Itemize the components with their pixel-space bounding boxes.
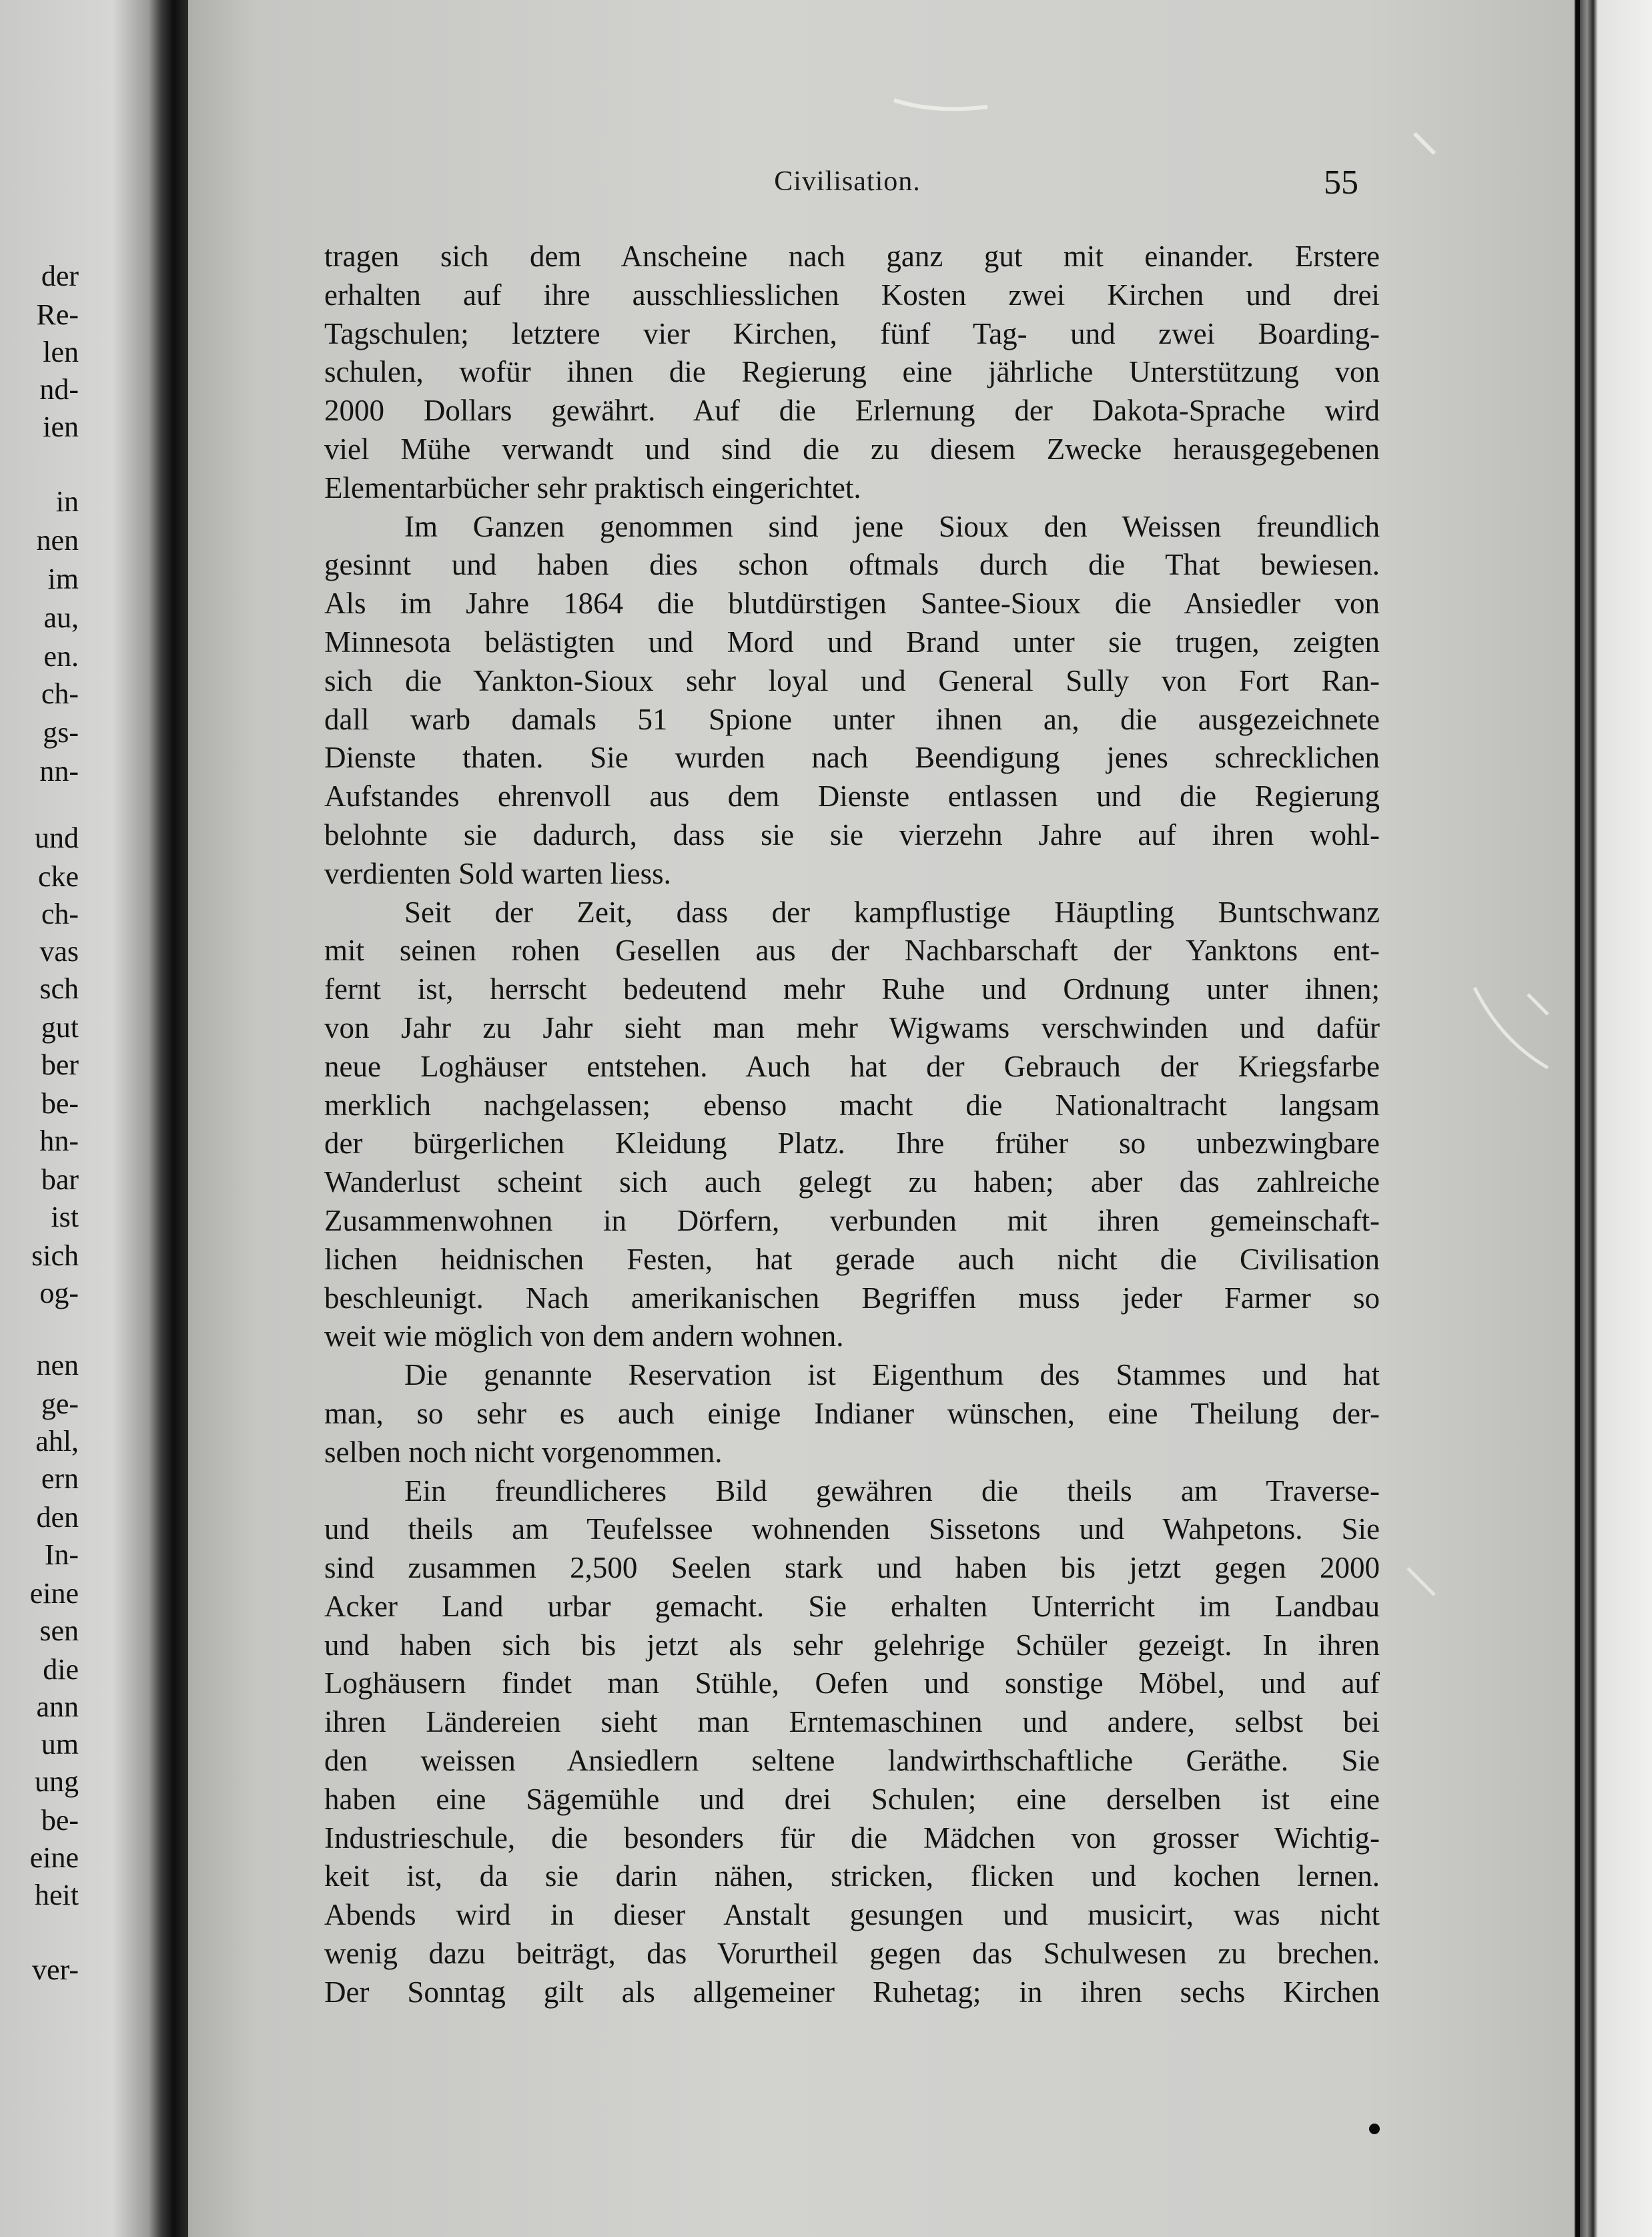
left-page-fragment: Re- (36, 298, 79, 331)
text-line: Minnesota belästigten und Mord und Brand unter sie trugen, zeigten (324, 625, 1380, 659)
left-page-fragment: den (36, 1501, 79, 1534)
text-line: und haben sich bis jetzt als sehr gelehrige Schüler gezeigt. In ihren (324, 1628, 1380, 1662)
left-page-fragment: cke (37, 860, 79, 893)
left-page-fragment: vas (39, 935, 79, 968)
left-page-fragment: ung (35, 1765, 79, 1798)
left-page-fragment: be- (41, 1804, 79, 1837)
text-line: verdienten Sold warten liess. (324, 856, 671, 890)
text-line: dall warb damals 51 Spione unter ihnen an, die ausgezeichnete (324, 702, 1380, 736)
left-page-fragment: ver- (32, 1953, 79, 1986)
text-line: Dienste thaten. Sie wurden nach Beendigung jenes schrecklichen (324, 741, 1380, 775)
text-line: Als im Jahre 1864 die blutdürstigen Santee-Sioux die Ansiedler von (324, 587, 1380, 621)
left-page-fragment: sen (39, 1614, 79, 1647)
left-page-fragment: len (43, 336, 79, 368)
left-page-fragment: nen (36, 524, 79, 557)
left-page-fragment: gut (41, 1011, 79, 1044)
left-page-fragment: eine (29, 1841, 79, 1874)
left-page-fragment: sch (39, 972, 79, 1005)
book-gutter (161, 0, 188, 2237)
left-page-fragment: ann (36, 1690, 79, 1723)
left-page-fragment: eine (29, 1577, 79, 1610)
text-line: den weissen Ansiedlern seltene landwirthschaftliche Geräthe. Sie (324, 1744, 1380, 1778)
left-page-fragment: nn- (39, 755, 79, 787)
left-page-fragment: au, (43, 601, 79, 634)
page-body-text (324, 238, 1380, 2012)
text-line: sind zusammen 2,500 Seelen stark und haben bis jetzt gegen 2000 (324, 1551, 1380, 1585)
text-line: merklich nachgelassen; ebenso macht die Nationaltracht langsam (324, 1088, 1380, 1122)
text-line: Loghäusern findet man Stühle, Oefen und sonstige Möbel, und auf (324, 1666, 1380, 1700)
text-line: wenig dazu beiträgt, das Vorurtheil gegen das Schulwesen zu brechen. (324, 1937, 1380, 1971)
left-page-fragment: sich (31, 1239, 79, 1272)
left-page-fragment: im (47, 563, 79, 595)
left-page-fragment: ber (41, 1048, 79, 1081)
left-page-fragment: ahl, (35, 1425, 79, 1458)
left-page-fragment: nen (36, 1349, 79, 1381)
paragraph-first-line: Die genannte Reservation ist Eigenthum des Stammes und hat (404, 1358, 1380, 1392)
text-line: der bürgerlichen Kleidung Platz. Ihre früher so unbezwingbare (324, 1127, 1380, 1161)
text-line: belohnte sie dadurch, dass sie sie vierzehn Jahre auf ihren wohl- (324, 818, 1380, 852)
left-page-fragment: ch- (41, 898, 79, 930)
left-facing-page (0, 0, 161, 2237)
text-line: Elementarbücher sehr praktisch eingerichtet. (324, 470, 861, 505)
text-line: man, so sehr es auch einige Indianer wünschen, eine Theilung der- (324, 1396, 1380, 1430)
paragraph-first-line: Im Ganzen genommen sind jene Sioux den Weissen freundlich (404, 509, 1380, 543)
text-line: Aufstandes ehrenvoll aus dem Dienste entlassen und die Regierung (324, 779, 1380, 814)
left-page-fragment: der (41, 260, 79, 292)
text-line: Industrieschule, die besonders für die Mädchen von grosser Wichtig- (324, 1821, 1380, 1855)
text-line: fernt ist, herrscht bedeutend mehr Ruhe und Ordnung unter ihnen; (324, 972, 1380, 1006)
text-line: selben noch nicht vorgenommen. (324, 1435, 723, 1469)
page-number: 55 (1324, 164, 1358, 202)
right-page-edge (1575, 0, 1652, 2237)
text-line: Abends wird in dieser Anstalt gesungen und musicirt, was nicht (324, 1898, 1380, 1932)
text-line: 2000 Dollars gewährt. Auf die Erlernung der Dakota-Sprache wird (324, 394, 1380, 428)
text-line: viel Mühe verwandt und sind die zu diesem Zwecke herausgegebenen (324, 432, 1380, 466)
left-page-fragment: und (35, 822, 79, 854)
text-line: lichen heidnischen Festen, hat gerade auch nicht die Civilisation (324, 1242, 1380, 1276)
text-line: ihren Ländereien sieht man Erntemaschinen und andere, selbst bei (324, 1705, 1380, 1739)
left-page-fragment: heit (35, 1879, 79, 1911)
left-page-fragment: bar (41, 1163, 79, 1196)
left-page-fragment: be- (41, 1087, 79, 1120)
left-page-fragment: gs- (43, 716, 79, 749)
left-page-fragment: In- (44, 1538, 79, 1571)
text-line: Acker Land urbar gemacht. Sie erhalten Unterricht im Landbau (324, 1589, 1380, 1623)
left-page-fragment: um (41, 1728, 79, 1761)
text-line: schulen, wofür ihnen die Regierung eine jährliche Unterstützung von (324, 355, 1380, 389)
running-title: Civilisation. (774, 166, 921, 197)
text-line: tragen sich dem Anscheine nach ganz gut mit einander. Erstere (324, 240, 1380, 273)
text-line: beschleunigt. Nach amerikanischen Begriffen muss jeder Farmer so (324, 1281, 1380, 1315)
text-line: von Jahr zu Jahr sieht man mehr Wigwams verschwinden und dafür (324, 1010, 1380, 1044)
left-page-fragment: ern (41, 1462, 79, 1495)
left-page-fragment: ien (43, 410, 79, 443)
paragraph-first-line: Ein freundlicheres Bild gewähren die theils am Traverse- (404, 1474, 1380, 1508)
left-page-fragment: ge- (41, 1387, 79, 1420)
page-edge-shadow (1576, 0, 1580, 2237)
left-page-fragment: in (55, 485, 79, 518)
text-line: haben eine Sägemühle und drei Schulen; eine derselben ist eine (324, 1782, 1380, 1816)
text-line: Der Sonntag gilt als allgemeiner Ruhetag; in ihren sechs Kirchen (324, 1975, 1380, 2009)
text-line: sich die Yankton-Sioux sehr loyal und General Sully von Fort Ran- (324, 663, 1380, 697)
text-line: erhalten auf ihre ausschliesslichen Kosten zwei Kirchen und drei (324, 278, 1380, 312)
text-line: neue Loghäuser entstehen. Auch hat der Gebrauch der Kriegsfarbe (324, 1049, 1380, 1083)
text-line: Wanderlust scheint sich auch gelegt zu haben; aber das zahlreiche (324, 1165, 1380, 1199)
text-line: weit wie möglich von dem andern wohnen. (324, 1319, 844, 1353)
left-page-fragment: hn- (39, 1125, 79, 1157)
left-page-fragment: en. (43, 640, 79, 673)
text-line: mit seinen rohen Gesellen aus der Nachbarschaft der Yanktons ent- (324, 934, 1380, 968)
left-page-fragment: ch- (41, 677, 79, 710)
text-line: Tagschulen; letztere vier Kirchen, fünf Tag- und zwei Boarding- (324, 316, 1380, 350)
text-line: gesinnt und haben dies schon oftmals durch die That bewiesen. (324, 548, 1380, 582)
left-page-fragment: ist (51, 1201, 79, 1233)
paragraph-first-line: Seit der Zeit, dass der kampflustige Häuptling Buntschwanz (404, 895, 1380, 929)
left-page-fragment: die (43, 1653, 79, 1686)
text-line: keit ist, da sie darin nähen, stricken, flicken und kochen lernen. (324, 1859, 1380, 1893)
text-line: Zusammenwohnen in Dörfern, verbunden mit ihren gemeinschaft- (324, 1203, 1380, 1237)
left-page-fragment: og- (39, 1277, 79, 1309)
left-page-fragment: nd- (39, 373, 79, 406)
text-line: und theils am Teufelssee wohnenden Sissetons und Wahpetons. Sie (324, 1512, 1380, 1546)
